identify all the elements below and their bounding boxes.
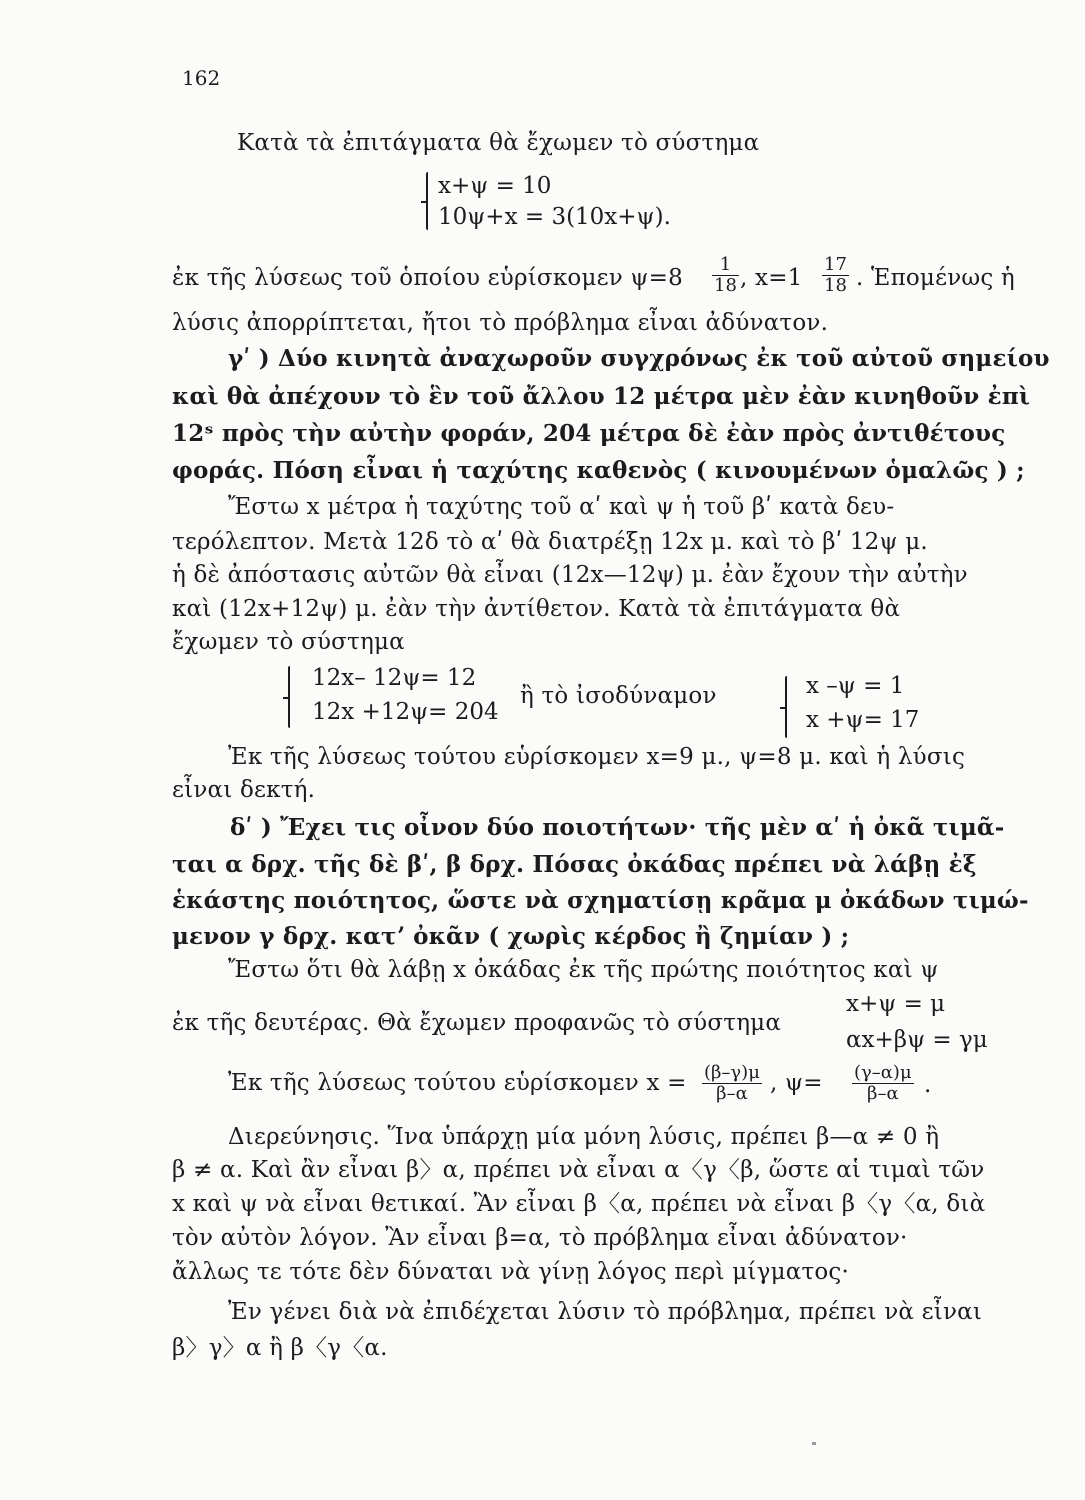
text-line: x καὶ ψ νὰ εἶναι θετικαί. Ἂν εἶναι β〈α, πρέπει νὰ εἶναι β〈γ〈α, διὰ (172, 1191, 986, 1217)
fraction-numerator: 1 (712, 255, 739, 276)
fraction (852, 1063, 914, 1104)
page-number: 162 (182, 66, 221, 90)
equation: x+ψ = 10 (438, 173, 552, 199)
fraction-numerator: (β–γ)μ (704, 1062, 760, 1083)
text-line: Ἐκ τῆς λύσεως τούτου εὑρίσκομεν x=9 μ., ψ=8 μ. καὶ ἡ λύσις (228, 744, 966, 770)
text-line: Ἐκ τῆς λύσεως τούτου εὑρίσκομεν x = (228, 1070, 687, 1096)
text-line: . (924, 1072, 932, 1098)
problem-text: φοράς. Πόση εἶναι ἡ ταχύτης καθενὸς ( κινουμένων ὁμαλῶς ) ; (172, 457, 1025, 484)
equation: αx+βψ = γμ (846, 1027, 988, 1053)
equation: 10ψ+x = 3(10x+ψ). (438, 204, 671, 230)
fraction (702, 1063, 762, 1104)
text-line: ἢ τὸ ἰσοδύναμον (520, 683, 717, 709)
text-line: ἄλλως τε τότε δὲν δύναται νὰ γίνῃ λόγος περὶ μίγματος· (172, 1259, 850, 1285)
problem-heading: γʹ ) Δύο κινητὰ ἀναχωροῦν συγχρόνως ἐκ τοῦ αὐτοῦ σημείου (228, 345, 1050, 372)
text-line: τὸν αὐτὸν λόγον. Ἂν εἶναι β=α, τὸ πρόβλημα εἶναι ἀδύνατον· (172, 1225, 908, 1251)
brace (288, 666, 290, 728)
equation: x +ψ= 17 (806, 707, 920, 733)
problem-heading: δʹ ) Ἔχει τις οἶνον δύο ποιοτήτων· τῆς μὲν αʹ ἡ ὀκᾶ τιμᾶ- (230, 814, 1005, 841)
text-line: ἔχωμεν τὸ σύστημα (172, 629, 405, 655)
problem-text: 12ˢ πρὸς τὴν αὐτὴν φοράν, 204 μέτρα δὲ ἐὰν πρὸς ἀντιθέτους (172, 420, 1006, 447)
fraction-denominator: β–α (867, 1083, 899, 1104)
equation: x+ψ = μ (846, 991, 946, 1017)
fraction-denominator: β–α (716, 1083, 748, 1104)
fraction (822, 255, 849, 296)
text-line: καὶ (12x+12ψ) μ. ἐὰν τὴν ἀντίθετον. Κατὰ τὰ ἐπιτάγματα θὰ (172, 596, 901, 622)
text-line: Διερεύνησις. Ἵνα ὑπάρχῃ μία μόνη λύσις, πρέπει β—α ≠ 0 ἢ (228, 1124, 940, 1150)
brace (785, 676, 787, 738)
equation: 12x +12ψ= 204 (312, 699, 499, 725)
text-line: ἐκ τῆς λύσεως τοῦ ὁποίου εὑρίσκομεν ψ=8 (172, 265, 683, 291)
text-line: , x=1 (740, 265, 803, 291)
brace (426, 172, 428, 230)
text-line: Κατὰ τὰ ἐπιτάγματα θὰ ἔχωμεν τὸ σύστημα (237, 130, 760, 156)
text-line: β〉γ〉α ἢ β〈γ〈α. (172, 1335, 388, 1361)
text-line: τερόλεπτον. Μετὰ 12δ τὸ αʹ θὰ διατρέξῃ 12x μ. καὶ τὸ βʹ 12ψ μ. (172, 529, 928, 555)
text-line: ἐκ τῆς δευτέρας. Θὰ ἔχωμεν προφανῶς τὸ σύστημα (172, 1010, 782, 1036)
fraction-numerator: (γ–α)μ (854, 1062, 912, 1083)
fraction-numerator: 17 (824, 254, 847, 275)
fraction-denominator: 18 (824, 275, 847, 296)
text-line: Ἐν γένει διὰ νὰ ἐπιδέχεται λύσιν τὸ πρόβλημα, πρέπει νὰ εἶναι (228, 1299, 983, 1325)
problem-text: ἑκάστης ποιότητος, ὥστε νὰ σχηματίσῃ κρᾶμα μ ὀκάδων τιμώ- (172, 887, 1029, 914)
problem-text: μενον γ δρχ. κατʼ ὀκᾶν ( χωρὶς κέρδος ἢ ζημίαν ) ; (172, 923, 850, 950)
page-speck (812, 1442, 816, 1445)
text-line: λύσις ἀπορρίπτεται, ἤτοι τὸ πρόβλημα εἶναι ἀδύνατον. (172, 310, 829, 336)
problem-text: καὶ θὰ ἀπέχουν τὸ ἓν τοῦ ἄλλου 12 μέτρα μὲν ἐὰν κινηθοῦν ἐπὶ (172, 383, 1031, 410)
text-line: . Ἑπομένως ἡ (856, 265, 1015, 291)
equation: 12x– 12ψ= 12 (312, 665, 477, 691)
text-line: εἶναι δεκτή. (172, 777, 316, 803)
text-line: Ἔστω ὅτι θὰ λάβῃ x ὀκάδας ἐκ τῆς πρώτης ποιότητος καὶ ψ (228, 957, 939, 983)
text-line: ἡ δὲ ἀπόστασις αὐτῶν θὰ εἶναι (12x—12ψ) μ. ἐὰν ἔχουν τὴν αὐτὴν (172, 562, 968, 588)
text-line: , ψ= (770, 1070, 823, 1096)
problem-text: ται α δρχ. τῆς δὲ βʹ, β δρχ. Πόσας ὀκάδας πρέπει νὰ λάβῃ ἐξ (172, 851, 977, 878)
fraction (712, 255, 739, 296)
text-line: Ἔστω x μέτρα ἡ ταχύτης τοῦ αʹ καὶ ψ ἡ τοῦ βʹ κατὰ δευ- (228, 494, 895, 520)
text-line: β ≠ α. Καὶ ἂν εἶναι β〉α, πρέπει νὰ εἶναι α〈γ〈β, ὥστε αἱ τιμαὶ τῶν (172, 1157, 985, 1183)
equation: x –ψ = 1 (806, 673, 905, 699)
fraction-denominator: 18 (714, 275, 737, 296)
